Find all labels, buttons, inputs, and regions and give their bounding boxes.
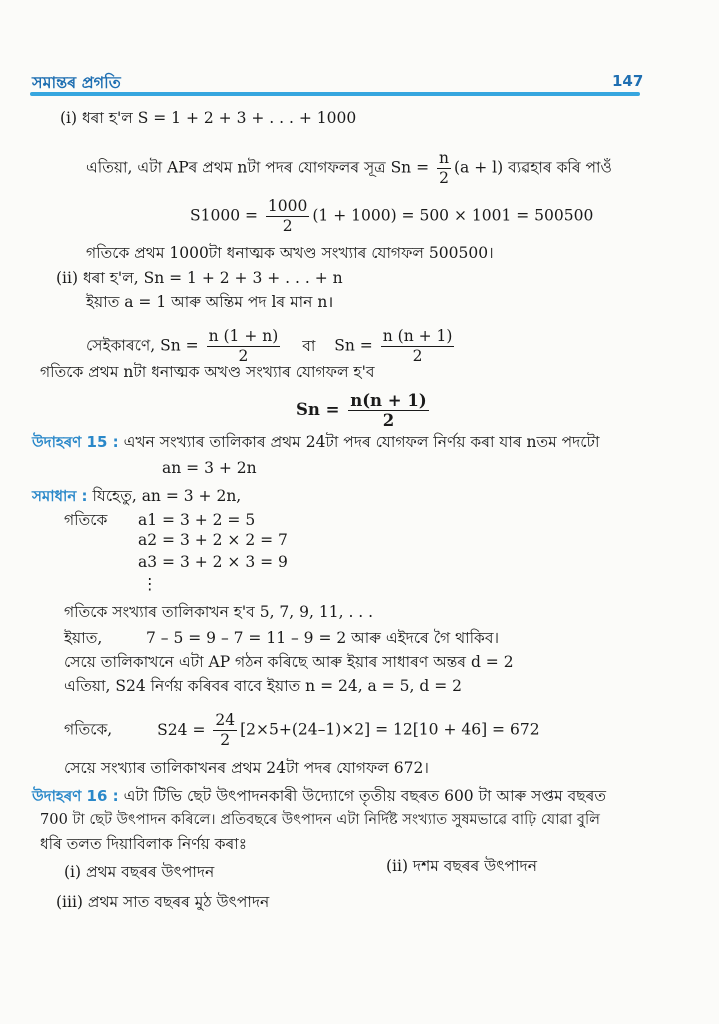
part-i-conclusion: গতিকে প্ৰথম 1000টা ধনাত্মক অখণ্ড সংখ্যাৰ যোগফল 500500। (86, 244, 494, 262)
header-rule (30, 92, 640, 96)
formula-fraction: $\frac{n}{2}$ (439, 149, 449, 187)
example-16-label: উদাহৰণ 16 : (32, 787, 119, 805)
solution-conclusion: সেয়ে সংখ্যাৰ তালিকাখনৰ প্ৰথম 24টা পদৰ যোগফল 672। (64, 759, 429, 777)
list-line: গতিকে সংখ্যাৰ তালিকাখন হ'ব 5, 7, 9, 11, . . . (64, 603, 374, 621)
ap-line: সেয়ে তালিকাখনে এটা AP গঠন কৰিছে আৰু ইয়াৰ সাধাৰণ অন্তৰ d = 2 (64, 653, 514, 671)
part-i-line1: (i) ধৰা হ'ল S = 1 + 2 + 3 + . . . + 1000 (60, 109, 357, 127)
part-i-calculation: S1000 = $\frac{1000}{2}$ (1 + 1000) = 500 × 1001 = 500500 (190, 197, 594, 235)
example-16-line1: উদাহৰণ 16 : এটা টিভি ছেট উৎপাদনকাৰী উদ্যোগে তৃতীয় বছৰত 600 টা আৰু সপ্তম বছৰত (32, 787, 607, 805)
solution-line1: সমাধান : যিহেতু, an = 3 + 2n, (32, 487, 242, 505)
chapter-title: সমান্তৰ প্ৰগতি (32, 73, 121, 92)
sum-result-formula: Sn = $\frac{n(n + 1)}{2}$ (296, 391, 427, 430)
term-a3: a3 = 3 + 2 × 3 = 9 (138, 553, 288, 571)
question-iii: (iii) প্ৰথম সাত বছৰৰ মুঠ উৎপাদন (56, 893, 270, 911)
part-ii-line2: ইয়াত a = 1 আৰু অন্তিম পদ lৰ মান n। (86, 293, 334, 311)
solution-so-word: গতিকে (64, 511, 108, 529)
part-i-formula-line: এতিয়া, এটা APৰ প্ৰথম nটা পদৰ যোগফলৰ সূত্ৰ Sn = $\frac{n}{2}$ (a + l) ব্যৱহাৰ কৰি পাওঁ (86, 149, 612, 187)
example-15: উদাহৰণ 15 : এখন সংখ্যাৰ তালিকাৰ প্ৰথম 24টা পদৰ যোগফল নিৰ্ণয় কৰা যাৰ nতম পদটো (32, 433, 600, 451)
term-a2: a2 = 3 + 2 × 2 = 7 (138, 531, 288, 549)
example-15-label: উদাহৰণ 15 : (32, 433, 119, 451)
example-16-line2: 700 টা ছেট উৎপাদন কৰিলে। প্ৰতিবছৰে উৎপাদন এটা নিৰ্দিষ্ট সংখ্যাত সুষমভাৱে বাঢ়ি যোৱা বুলি (40, 811, 601, 828)
part-ii-line1: (ii) ধৰা হ'ল, Sn = 1 + 2 + 3 + . . . + n (56, 269, 343, 287)
example-16-line3: ধৰি তলত দিয়াবিলাক নিৰ্ণয় কৰাঃ (40, 835, 248, 853)
term-a1: a1 = 3 + 2 = 5 (138, 511, 256, 529)
part-ii-fractions: সেইকাৰণে, Sn = $\frac{n (1 + n)}{2}$ বা Sn = $\frac{n (n + 1)}{2}$ (86, 327, 453, 365)
here-word: ইয়াত, (64, 629, 103, 647)
s24-calculation: গতিকে, S24 = $\frac{24}{2}$ [2×5+(24–1)×2] = 12[10 + 46] = 672 (64, 711, 540, 749)
vdots: ⋮ (142, 575, 158, 593)
question-ii: (ii) দশম বছৰৰ উৎপাদন (386, 857, 537, 875)
solution-label: সমাধান : (32, 487, 88, 505)
example-15-formula: an = 3 + 2n (162, 459, 257, 477)
page-number: 147 (612, 72, 644, 90)
part-ii-line4: গতিকে প্ৰথম nটা ধনাত্মক অখণ্ড সংখ্যাৰ যোগফল হ'ব (40, 363, 375, 381)
now-line: এতিয়া, S24 নিৰ্ণয় কৰিবৰ বাবে ইয়াত n = 24, a = 5, d = 2 (64, 677, 462, 695)
question-i: (i) প্ৰথম বছৰৰ উৎপাদন (64, 863, 215, 881)
difference-line: 7 – 5 = 9 – 7 = 11 – 9 = 2 আৰু এইদৰে গৈ থাকিব। (146, 629, 500, 647)
